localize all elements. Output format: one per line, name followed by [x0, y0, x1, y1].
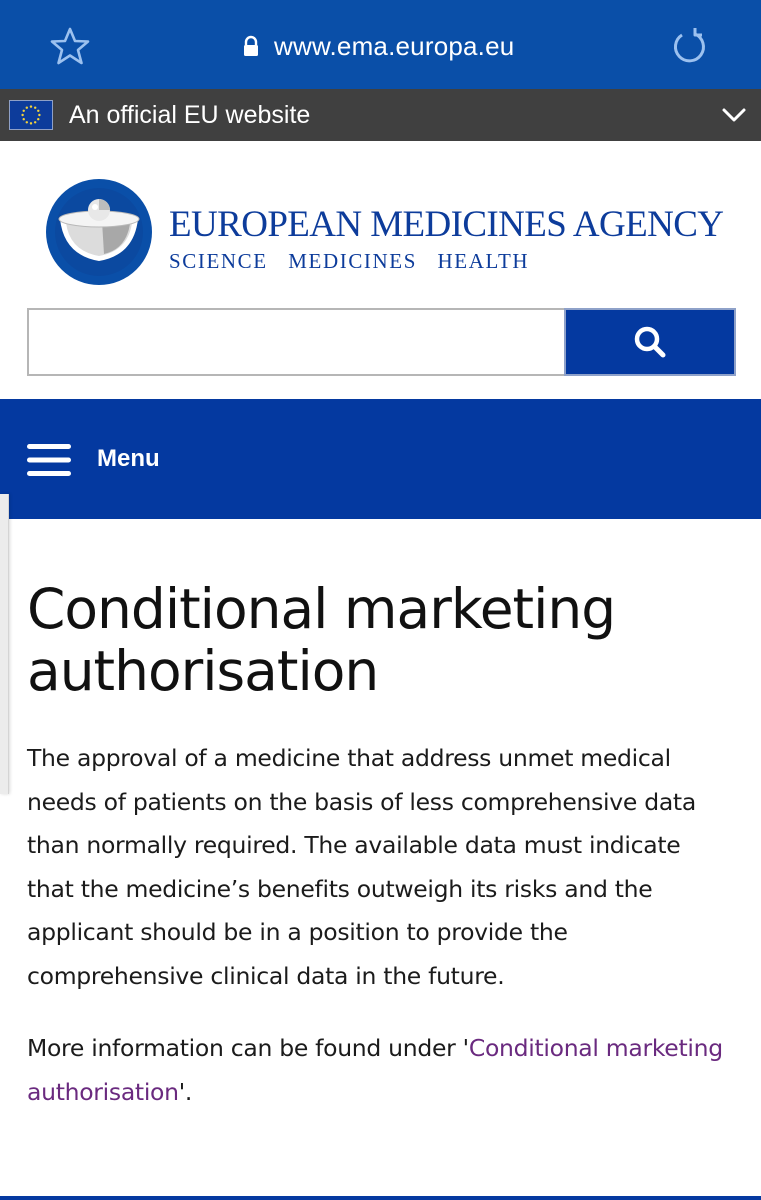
- search-button[interactable]: [564, 308, 736, 376]
- more-info-text: [27, 1027, 727, 1114]
- definition-text: The approval of a medicine that address unmet medical needs of patients on the basis of less comprehensive data than normally required. The available data must indicate that the medicine’s benefits outweigh its risks and the applicant should be in a position to provide the comprehensive clinical data in the future.: [27, 744, 696, 990]
- ema-logo-icon: [44, 177, 154, 287]
- logo-title: EUROPEAN MEDICINES AGENCY: [169, 204, 724, 245]
- search-input[interactable]: [27, 308, 565, 376]
- url-field[interactable]: [240, 28, 514, 64]
- eu-flag-icon: [9, 100, 53, 130]
- page-title: Conditional marketing authorisation: [27, 577, 616, 703]
- more-info-suffix: '.: [178, 1077, 193, 1106]
- logo-subtitle: SCIENCE MEDICINES HEALTH: [169, 249, 530, 273]
- bottom-divider: [0, 1196, 761, 1200]
- lock-icon: [240, 35, 262, 57]
- more-info-prefix: More information can be found under ': [27, 1034, 469, 1062]
- search-icon: [632, 324, 668, 360]
- ema-logo[interactable]: [44, 177, 724, 287]
- browser-address-bar: [0, 0, 761, 89]
- hamburger-icon[interactable]: [27, 442, 71, 478]
- conditional-marketing-authorisation-link[interactable]: Conditional marketing authorisation: [27, 1034, 723, 1106]
- eu-banner-text: An official EU website: [69, 101, 311, 129]
- menu-button-label[interactable]: Menu: [97, 445, 160, 472]
- side-panel-handle[interactable]: [0, 494, 9, 794]
- chevron-down-icon[interactable]: [720, 104, 748, 126]
- reload-icon[interactable]: [668, 25, 712, 69]
- star-icon[interactable]: [50, 26, 90, 66]
- url-text: www.ema.europa.eu: [274, 30, 515, 61]
